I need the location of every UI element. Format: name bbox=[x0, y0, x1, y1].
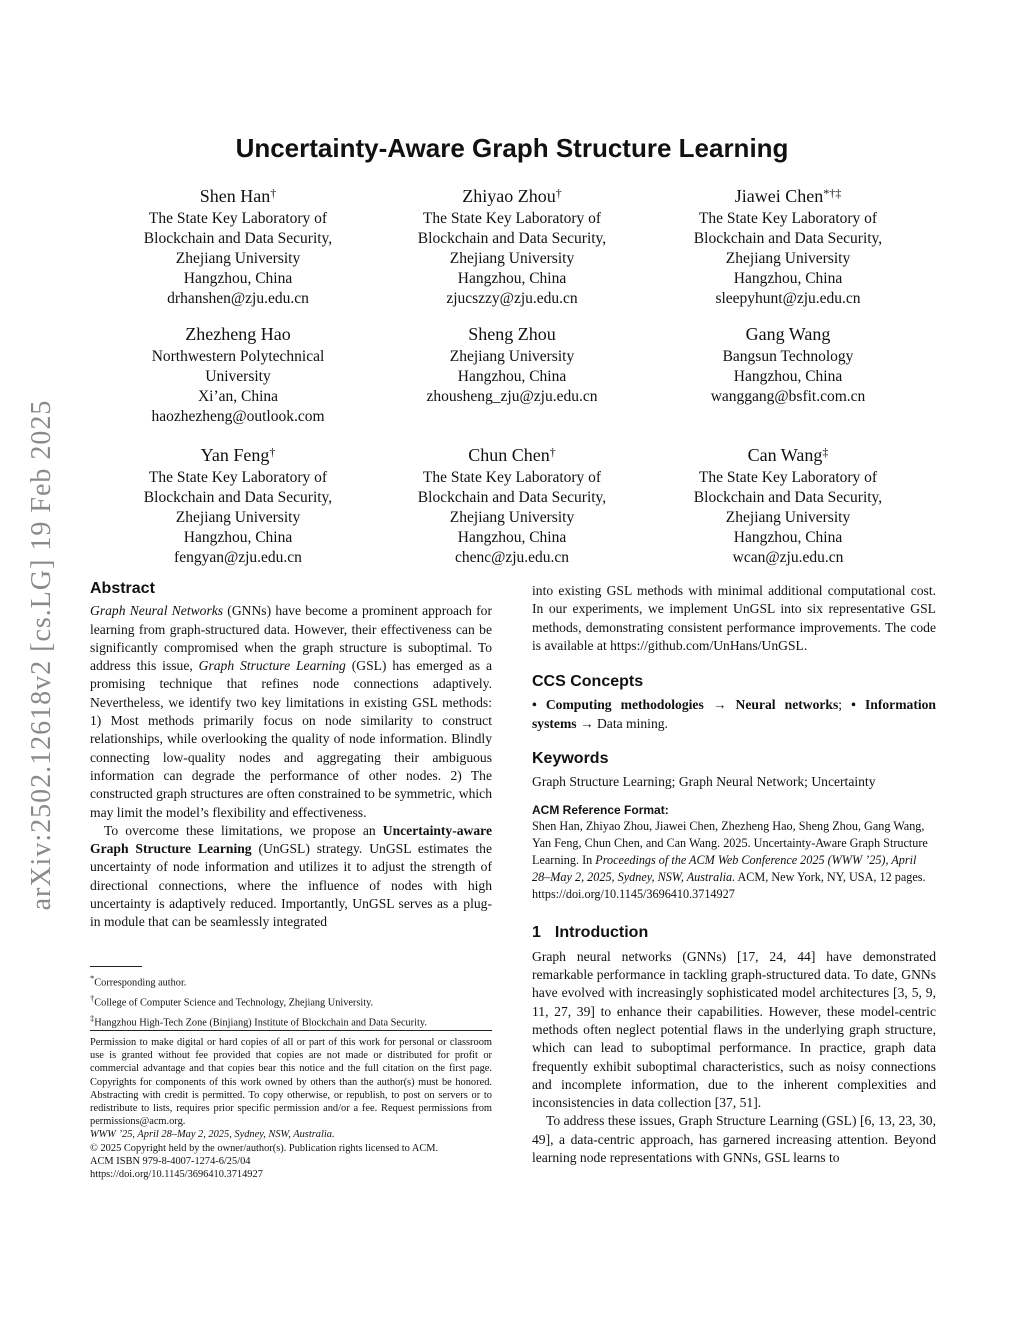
arxiv-identifier: arXiv:2502.12618v2 [cs.LG] 19 Feb 2025 bbox=[26, 399, 57, 911]
author-email: chenc@zju.edu.cn bbox=[454, 549, 570, 566]
author-name: Chun Chen† bbox=[468, 445, 556, 465]
author-affiliation-mark: *†‡ bbox=[823, 186, 842, 200]
author-card bbox=[663, 322, 913, 407]
isbn-text: ACM ISBN 979-8-4007-1274-6/25/04 bbox=[90, 1155, 251, 1167]
permission-text: Permission to make digital or hard copies of all or part of this work for personal or classroom use is granted without fee provided that copies are not made or distributed for profit or commercial advantage and that copies bear this notice and the full citation on the first page. Copyrights for components of this work owned by others than the author(s) must be honored. Abstracting with credit is permitted. To copy otherwise, or republish, to post on servers or to redistribute to lists, requires prior specific permission and/or a fee. Request permissions from permissions@acm.org. bbox=[90, 1037, 492, 1128]
conference-venue: WWW ’25, April 28–May 2, 2025, Sydney, NSW, Australia. bbox=[90, 1129, 335, 1141]
author-affiliation-line: Blockchain and Data Security, bbox=[417, 489, 607, 506]
author-affiliation-line: The State Key Laboratory of bbox=[148, 210, 328, 227]
ccs-heading: CCS Concepts bbox=[532, 673, 644, 691]
author-email: fengyan@zju.edu.cn bbox=[174, 549, 302, 566]
author-card bbox=[113, 443, 363, 568]
author-name: Jiawei Chen*†‡ bbox=[734, 186, 842, 206]
introduction-heading bbox=[532, 924, 936, 942]
gsl-term: Graph Structure Learning bbox=[198, 658, 346, 674]
author-affiliation-line: Blockchain and Data Security, bbox=[143, 489, 333, 506]
author-email: sleepyhunt@zju.edu.cn bbox=[715, 290, 861, 307]
author-email: zhousheng_zju@zju.edu.cn bbox=[426, 388, 598, 405]
author-affiliation-line: Hangzhou, China bbox=[457, 368, 567, 385]
author-card bbox=[387, 184, 637, 309]
author-name: Can Wang‡ bbox=[747, 445, 829, 465]
author-affiliation-line: Zhejiang University bbox=[449, 509, 575, 526]
author-affiliation-line: Hangzhou, China bbox=[733, 270, 843, 287]
author-affiliation-line: Blockchain and Data Security, bbox=[143, 230, 333, 247]
author-affiliation-line: The State Key Laboratory of bbox=[698, 210, 878, 227]
author-affiliation-mark: † bbox=[555, 186, 562, 200]
author-email: drhanshen@zju.edu.cn bbox=[167, 290, 309, 307]
abstract-paragraph-2: To overcome these limitations, we propose an Uncertainty-aware Graph Structure Learning (UnGSL) strategy. UnGSL estimates the uncertainty of node information and utilizes it to adjust the strength of directional connections, where the influence of nodes with high uncertainty is adaptively reduced. Importantly, UnGSL serves as a plug-in module that can be seamlessly integrated bbox=[90, 822, 492, 930]
author-affiliation-line: Hangzhou, China bbox=[457, 270, 567, 287]
author-affiliation-line: The State Key Laboratory of bbox=[422, 210, 602, 227]
author-name: Zhezheng Hao bbox=[185, 324, 291, 344]
acm-reference: ACM Reference Format: Shen Han, Zhiyao Zhou, Jiawei Chen, Zhezheng Hao, Sheng Zhou, Gang Wang, Yan Feng, Chun Chen, and Can Wang. 2025. Uncertainty-Aware Graph Structure Learning. In Proceedings of the ACM Web Conference 2025 (WWW ’25), April 28–May 2, 2025, Sydney, NSW, Australia. ACM, New York, NY, USA, 12 pages. https://doi.org/10.1145/3696410.3714927 bbox=[532, 802, 936, 903]
author-affiliation-line: The State Key Laboratory of bbox=[148, 469, 328, 486]
permission-divider bbox=[90, 1030, 492, 1031]
author-affiliation-mark: † bbox=[270, 186, 277, 200]
author-affiliation-line: Blockchain and Data Security, bbox=[693, 230, 883, 247]
author-affiliation-line: Zhejiang University bbox=[725, 250, 851, 267]
right-column bbox=[532, 582, 936, 1167]
author-name: Zhiyao Zhou† bbox=[462, 186, 562, 206]
author-card bbox=[387, 443, 637, 568]
author-affiliation-mark: ‡ bbox=[822, 445, 829, 459]
author-email: wanggang@bsfit.com.cn bbox=[710, 388, 866, 405]
abstract-paragraph-1: Graph Neural Networks (GNNs) have become a prominent approach for learning from graph-structured data. However, their effectiveness can be significantly compromised when the graph structure is suboptimal. To address this issue, Graph Structure Learning (GSL) has emerged as a promising technique that refines node connections adaptively. Nevertheless, we identify two key limitations in existing GSL methods: 1) Most methods primarily focus on node similarity to construct relationships, while overlooking the quality of node information. Blindly connecting low-quality nodes and aggregating their ambiguous information can degrade the performance of other nodes. 2) The constructed graph structures are often constrained to be symmetric, which may limit the model’s flexibility and effectiveness. bbox=[90, 603, 492, 820]
intro-paragraph-1: Graph neural networks (GNNs) [17, 24, 44] have demonstrated remarkable performance in tackling graph-structured data. To date, GNNs have evolved with increasingly sophisticated model architectures [3, 5, 9, 11, 27, 39] to enhance their capabilities. However, these model-centric methods often neglect potential flaws in the underlying graph structure, which can lead to suboptimal performance. In practice, graph data frequently exhibit suboptimal characteristics, such as noisy connections and incomplete information, due to the inherent complexities and inconsistencies in data collection [37, 51]. bbox=[532, 948, 936, 1111]
author-affiliation-line: Northwestern Polytechnical bbox=[151, 348, 325, 365]
author-affiliation-line: Hangzhou, China bbox=[183, 529, 293, 546]
author-email: zjucszzy@zju.edu.cn bbox=[446, 290, 578, 307]
author-name: Gang Wang bbox=[745, 324, 831, 344]
author-affiliation-line: Blockchain and Data Security, bbox=[693, 489, 883, 506]
author-email: haozhezheng@outlook.com bbox=[151, 408, 325, 425]
footnote-corresponding: *Corresponding author. bbox=[90, 973, 187, 989]
author-affiliation-line: Zhejiang University bbox=[175, 509, 301, 526]
abstract-continuation: into existing GSL methods with minimal additional computational cost. In our experiments, we implement UnGSL into six representative GSL methods, demonstrating consistent performance improvements. The code is available at https://github.com/UnHans/UnGSL. bbox=[532, 583, 936, 653]
left-column bbox=[90, 580, 492, 932]
author-affiliation-line: Zhejiang University bbox=[725, 509, 851, 526]
author-affiliation-line: Zhejiang University bbox=[449, 250, 575, 267]
abstract-heading: Abstract bbox=[90, 580, 155, 597]
section-number: 1 bbox=[532, 924, 541, 942]
section-title: Introduction bbox=[554, 924, 649, 942]
author-card bbox=[113, 322, 363, 427]
author-affiliation-line: University bbox=[205, 368, 271, 385]
gnn-term: Graph Neural Networks bbox=[90, 603, 224, 619]
author-name: Yan Feng† bbox=[200, 445, 276, 465]
footnotes bbox=[90, 971, 492, 1031]
acm-reference-heading: ACM Reference Format: bbox=[532, 802, 669, 817]
author-affiliation-line: Hangzhou, China bbox=[733, 368, 843, 385]
footnote-divider bbox=[90, 966, 142, 967]
intro-paragraph-2: To address these issues, Graph Structure Learning (GSL) [6, 13, 23, 30, 49], a data-centric approach, has garnered increasing attention. Beyond learning node representations with GNNs, GSL learns to bbox=[532, 1113, 936, 1166]
author-card bbox=[387, 322, 637, 407]
keywords-heading: Keywords bbox=[532, 750, 609, 768]
author-affiliation-line: Hangzhou, China bbox=[457, 529, 567, 546]
footnote-college: †College of Computer Science and Technology, Zhejiang University. bbox=[90, 992, 374, 1009]
ccs-concepts: • Computing methodologies → Neural networks; • Information systems → Data mining. bbox=[532, 697, 936, 731]
author-affiliation-line: The State Key Laboratory of bbox=[422, 469, 602, 486]
author-affiliation-line: Blockchain and Data Security, bbox=[417, 230, 607, 247]
author-affiliation-line: Zhejiang University bbox=[175, 250, 301, 267]
copyright-text: © 2025 Copyright held by the owner/author(s). Publication rights licensed to ACM. bbox=[90, 1142, 439, 1154]
ungsl-term: Uncertainty-aware Graph Structure Learning bbox=[90, 822, 492, 857]
author-email: wcan@zju.edu.cn bbox=[732, 549, 844, 566]
author-affiliation-line: The State Key Laboratory of bbox=[698, 469, 878, 486]
author-card bbox=[663, 184, 913, 309]
author-affiliation-mark: † bbox=[549, 445, 556, 459]
author-name: Sheng Zhou bbox=[468, 324, 556, 344]
permission-block bbox=[90, 1036, 492, 1181]
footnote-institute: ‡Hangzhou High-Tech Zone (Binjiang) Institute of Blockchain and Data Security. bbox=[90, 1012, 427, 1029]
arxiv-sidebar bbox=[12, 345, 72, 965]
author-affiliation-line: Hangzhou, China bbox=[183, 270, 293, 287]
author-card bbox=[113, 184, 363, 309]
author-affiliation-line: Xi’an, China bbox=[197, 388, 279, 405]
keywords-text: Graph Structure Learning; Graph Neural Network; Uncertainty bbox=[532, 774, 876, 790]
paper-title: Uncertainty-Aware Graph Structure Learning bbox=[235, 133, 789, 163]
author-affiliation-line: Hangzhou, China bbox=[733, 529, 843, 546]
author-name: Shen Han† bbox=[199, 186, 277, 206]
author-affiliation-mark: † bbox=[269, 445, 276, 459]
author-affiliation-line: Bangsun Technology bbox=[722, 348, 854, 365]
doi-link[interactable]: https://doi.org/10.1145/3696410.3714927 bbox=[90, 1169, 263, 1181]
author-card bbox=[663, 443, 913, 568]
author-affiliation-line: Zhejiang University bbox=[449, 348, 575, 365]
